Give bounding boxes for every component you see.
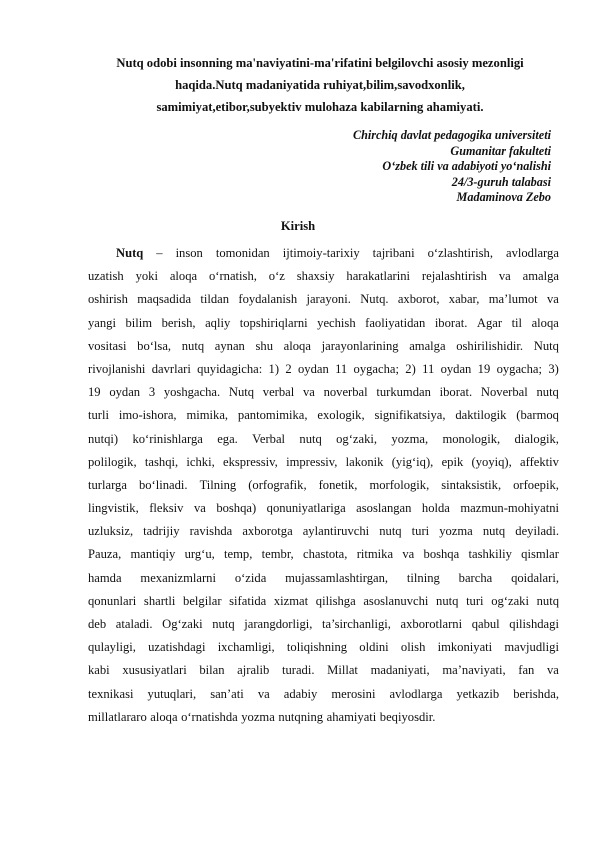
word: yutuqlari, <box>147 686 197 701</box>
word: olish <box>400 640 426 655</box>
word: qulayligi, <box>88 640 136 655</box>
word: aloqa <box>150 709 178 724</box>
word: ravishda <box>189 524 233 539</box>
body-line <box>88 335 559 358</box>
word: ichki, <box>186 454 215 469</box>
word: mazmun-mohiyatni <box>460 501 559 516</box>
word: topshiriqlarni <box>239 315 308 330</box>
body-paragraph <box>88 242 559 729</box>
word: aloqa <box>283 338 311 353</box>
word: nutqi) <box>88 431 119 446</box>
word: oygacha; <box>353 361 399 376</box>
body-line <box>88 474 559 497</box>
word: Nutq <box>533 338 559 353</box>
word: Pauza, <box>88 547 122 562</box>
word: turadi. <box>281 663 315 678</box>
word: yozma <box>241 709 275 724</box>
word: o‘rnatishda <box>181 709 238 724</box>
word: yetkazib <box>456 686 500 701</box>
word: ahamiyati <box>326 709 377 724</box>
word: ega. <box>217 431 238 446</box>
word: mimika, <box>186 408 229 423</box>
word: – <box>156 246 163 260</box>
word: (orfografik, <box>248 477 307 492</box>
word: qabul <box>471 617 500 631</box>
word: turkumdan <box>376 385 431 400</box>
word: va <box>547 663 559 678</box>
word: jarayonlarining <box>321 338 399 353</box>
word: shaxsiy <box>296 269 335 284</box>
word: (yoyiq), <box>471 454 512 469</box>
word: ajralib <box>237 663 270 678</box>
word: imo-ishora, <box>118 408 177 423</box>
word: jarangdorligi, <box>244 617 313 631</box>
word: yozma, <box>391 431 429 446</box>
word: rejalashtirish <box>421 269 487 284</box>
word: 3 <box>148 385 156 400</box>
word: noverbal <box>323 385 368 400</box>
word: (barmoq <box>516 408 559 423</box>
author-block <box>251 128 551 206</box>
body-line <box>88 242 559 265</box>
body-line <box>88 381 559 404</box>
word: oldini <box>359 640 389 655</box>
word: deyiladi. <box>515 524 559 539</box>
word: oydan <box>109 385 141 400</box>
word: va <box>402 547 415 562</box>
word: avlodlarga <box>505 246 559 260</box>
word: yozma <box>439 524 473 539</box>
word: 2) <box>405 361 416 376</box>
word: jarayoni. <box>306 292 351 307</box>
word: fan <box>518 663 535 678</box>
word: aloqa <box>531 315 559 330</box>
word: turi <box>411 524 430 539</box>
body-line <box>88 636 559 659</box>
word: ma’lumot <box>488 292 538 307</box>
word: va <box>193 501 206 516</box>
word: uzatish <box>88 269 124 284</box>
word: turi <box>466 593 484 608</box>
word: oydan <box>297 361 329 376</box>
body-line <box>88 590 559 613</box>
word: ixchamligi, <box>217 640 275 655</box>
word: va <box>302 385 315 400</box>
first-word-bold: Nutq <box>116 246 144 260</box>
word: davrlari <box>151 361 191 376</box>
word: qismlar <box>521 547 559 562</box>
author-faculty: Gumanitar fakulteti <box>450 143 551 158</box>
author-name: Madaminova Zebo <box>456 190 551 204</box>
word: 1) <box>268 361 280 376</box>
word: asoslanuvchi <box>363 593 429 608</box>
word: berish, <box>161 315 196 330</box>
title-line-1: Nutq odobi insonning ma'naviyatini-ma'rifatini belgilovchi asosiy mezonligi <box>116 56 524 70</box>
word: foydalanish <box>238 292 298 307</box>
word: Nutq. <box>360 292 389 307</box>
word: og‘zaki, <box>336 431 378 446</box>
word: vositasi <box>88 338 127 353</box>
word: quyidagicha: <box>197 361 263 376</box>
author-group: 24/3-guruh talabasi <box>451 174 551 189</box>
word: ekspressiv, <box>223 454 278 469</box>
body-line <box>88 520 559 543</box>
word: amalga <box>522 269 559 284</box>
word: bilan <box>199 663 225 678</box>
word: nutq <box>181 338 205 353</box>
word: millatlararo <box>88 709 147 724</box>
word: adabiy <box>283 686 318 701</box>
word: dialogik, <box>514 431 559 446</box>
word: impressiv, <box>286 454 338 469</box>
word: deb <box>88 617 107 631</box>
word: tashkiliy <box>468 547 512 562</box>
word: texnikasi <box>88 686 134 701</box>
word: shu <box>255 338 274 353</box>
word: belgilar <box>183 593 222 608</box>
word: orfoepik, <box>513 477 559 492</box>
word: temp, <box>224 547 253 562</box>
word: beqiyosdir. <box>379 709 436 724</box>
word: Millat <box>327 663 358 678</box>
word: aynan <box>214 338 245 353</box>
word: 11 <box>422 361 435 376</box>
word: aloqa <box>169 269 198 284</box>
word: tomonidan <box>215 246 270 260</box>
article-title <box>80 52 560 118</box>
word: boshqa) <box>216 501 257 516</box>
body-line <box>88 358 559 381</box>
word: harakatlarini <box>346 269 411 284</box>
word: turlarga <box>88 477 127 492</box>
word: ijtimoiy-tarixiy <box>282 246 360 260</box>
word: ta’sirchanligi, <box>322 617 391 631</box>
title-line-2: haqida.Nutq madaniyatida ruhiyat,bilim,savodxonlik, <box>175 78 465 92</box>
word: ataladi. <box>115 617 153 631</box>
word: xususiyatlari <box>122 663 187 678</box>
section-heading: Kirish <box>280 219 316 233</box>
word: inson <box>175 246 203 260</box>
word: aylantiruvchi <box>302 524 370 539</box>
word: qonunlari <box>88 593 137 608</box>
body-line <box>88 451 559 474</box>
word: uzatishdagi <box>148 640 206 655</box>
word: san’ati <box>210 686 244 701</box>
word: exologik, <box>317 408 365 423</box>
author-department: O‘zbek tili va adabiyoti yo‘nalishi <box>382 159 551 173</box>
word: og‘zaki <box>491 593 529 608</box>
word: daktilogik <box>455 408 507 423</box>
word: hamda <box>88 570 122 585</box>
word: yoki <box>135 269 158 284</box>
word: ritmika <box>356 547 394 562</box>
word: yoshgacha. <box>163 385 221 400</box>
word: lakonik <box>345 454 384 469</box>
word: Og‘zaki <box>162 617 203 631</box>
word: chastota, <box>302 547 348 562</box>
word: tilning <box>406 570 440 585</box>
word: rivojlanishi <box>88 361 146 376</box>
title-line-3: samimiyat,etibor,subyektiv mulohaza kabilarning ahamiyati. <box>156 100 484 114</box>
word: 11 <box>335 361 348 376</box>
word: nutq <box>436 593 459 608</box>
word: avlodlarga <box>389 686 443 701</box>
body-line <box>88 659 559 682</box>
word: oshirish <box>88 292 128 307</box>
body-line <box>88 613 559 636</box>
word: o‘z <box>268 269 285 284</box>
word: oygacha; <box>496 361 543 376</box>
word: polilogik, <box>88 454 137 469</box>
word: va <box>498 269 511 284</box>
word: boshqa <box>423 547 460 562</box>
word: mexanizmlarni <box>140 570 216 585</box>
word: oshirilishidir. <box>456 338 524 353</box>
body-line <box>88 706 559 729</box>
word: uzluksiz, <box>88 524 134 539</box>
word: xizmat <box>273 593 309 608</box>
word: kabi <box>88 663 110 678</box>
word: ko‘rinishlarga <box>132 431 203 446</box>
word: sifatida <box>229 593 267 608</box>
word: fonetik, <box>318 477 358 492</box>
word: shartli <box>143 593 176 608</box>
word: bilim <box>125 315 153 330</box>
word: axborotlarni <box>400 617 463 631</box>
word: yangi <box>88 315 116 330</box>
word: axborotga <box>242 524 293 539</box>
word: bo‘lsa, <box>137 338 172 353</box>
word: urg‘u, <box>184 547 215 562</box>
body-line <box>88 683 559 706</box>
word: qilishdagi <box>509 617 559 631</box>
word: tashqi, <box>144 454 179 469</box>
word: Agar <box>476 315 503 330</box>
body-line <box>88 312 559 335</box>
word: til <box>511 315 523 330</box>
word: nutq <box>379 524 402 539</box>
word: asoslangan <box>356 501 412 516</box>
word: faoliyatidan <box>365 315 426 330</box>
word: nutqning <box>278 709 324 724</box>
body-line <box>88 265 559 288</box>
word: yechish <box>317 315 356 330</box>
word: va <box>257 686 270 701</box>
word: pantomimika, <box>237 408 308 423</box>
word: signifikatsiya, <box>374 408 446 423</box>
word: o‘rnatish, <box>208 269 257 284</box>
word: mujassamlashtirgan, <box>285 570 389 585</box>
word: o‘zlashtirish, <box>427 246 493 260</box>
word: nutq <box>212 617 235 631</box>
word: sintaksistik, <box>441 477 502 492</box>
word: epik <box>441 454 464 469</box>
body-line <box>88 543 559 566</box>
word: Noverbal <box>480 385 528 400</box>
word: qoidalari, <box>511 570 559 585</box>
word: 19 <box>88 385 101 400</box>
word: iborat. <box>434 315 468 330</box>
body-line <box>88 567 559 590</box>
body-line <box>88 288 559 311</box>
word: affektiv <box>520 454 559 469</box>
word: barcha <box>458 570 493 585</box>
word: qilishga <box>315 593 356 608</box>
word: oydan <box>440 361 472 376</box>
word: berishda, <box>513 686 559 701</box>
word: madaniyati, <box>370 663 430 678</box>
body-line <box>88 428 559 451</box>
word: iborat. <box>439 385 473 400</box>
word: Verbal <box>252 431 286 446</box>
word: tildan <box>200 292 230 307</box>
word: merosini <box>331 686 376 701</box>
word: o‘zida <box>234 570 267 585</box>
word: tembr, <box>261 547 294 562</box>
word: turli <box>88 408 109 423</box>
word: 2 <box>285 361 292 376</box>
word: qonuniyatlariga <box>266 501 346 516</box>
word: fleksiv <box>149 501 184 516</box>
word: Tilning <box>199 477 237 492</box>
word: morfologik, <box>369 477 430 492</box>
word: nutq <box>536 385 559 400</box>
word: nutq <box>536 593 559 608</box>
word: Nutq <box>228 385 255 400</box>
word: maqsadida <box>137 292 192 307</box>
word: aqliy <box>205 315 231 330</box>
word: (yig‘iq), <box>391 454 434 469</box>
word: mavjudligi <box>504 640 559 655</box>
word: holda <box>421 501 450 516</box>
word: tajribani <box>372 246 415 260</box>
author-university: Chirchiq davlat pedagogika universiteti <box>352 128 551 142</box>
body-line <box>88 404 559 427</box>
word: tadrijiy <box>143 524 180 539</box>
word: bo‘linadi. <box>138 477 188 492</box>
word: 19 <box>477 361 491 376</box>
word: xabar, <box>448 292 480 307</box>
word: toliqishning <box>286 640 348 655</box>
word: mantiqiy <box>130 547 176 562</box>
word: nutq <box>482 524 506 539</box>
body-line <box>88 497 559 520</box>
word: lingvistik, <box>88 501 139 516</box>
word: ma’naviyati, <box>442 663 506 678</box>
word: 3) <box>548 361 559 376</box>
word: axborot, <box>397 292 440 307</box>
word: nutq <box>299 431 322 446</box>
word: imkoniyati <box>437 640 493 655</box>
word: monologik, <box>442 431 501 446</box>
word: va <box>547 292 559 307</box>
word: verbal <box>262 385 295 400</box>
word: amalga <box>409 338 446 353</box>
